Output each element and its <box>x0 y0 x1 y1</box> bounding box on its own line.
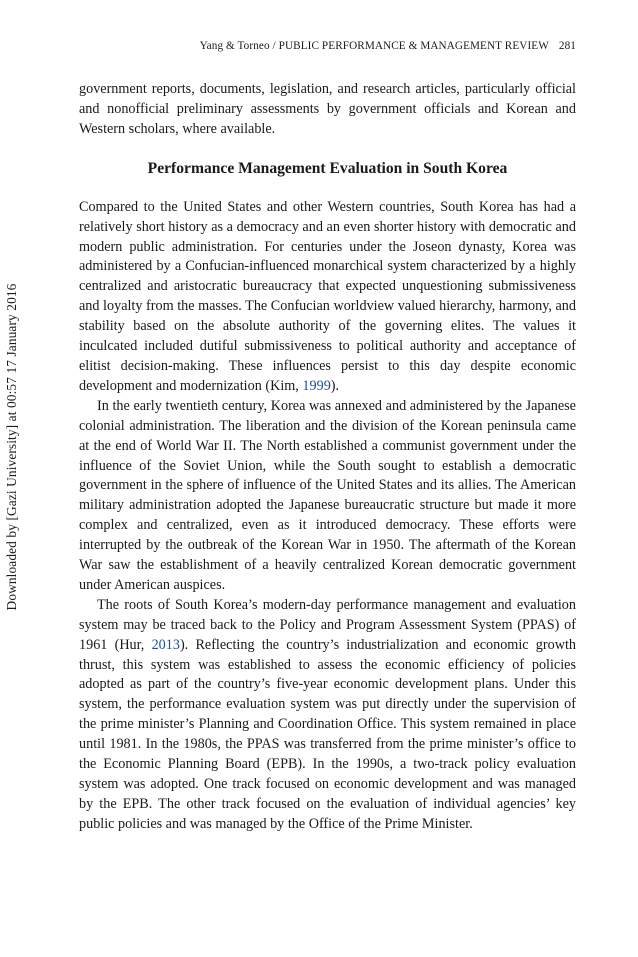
citation-link-kim-1999[interactable]: 1999 <box>302 377 331 394</box>
intro-paragraph: government reports, documents, legislation, and research articles, particularly official and nonofficial preliminary assessments by government officials and Korean and Western scholars, where available. <box>79 81 576 137</box>
running-header <box>79 40 576 52</box>
page-body <box>79 80 576 835</box>
paragraph-3-rest: ). Reflecting the country’s industrialization and economic growth thrust, this system was established to assess the economic efficiency of policies adopted as part of the country’s five-year economic development plans. Under this system, the performance evaluation system was put directly under the supervision of the prime minister’s Planning and Coordination Office. This system remained in place until 1981. In the 1980s, the PPAS was transferred from the prime minister’s office to the Economic Planning Board (EPB). In the 1990s, a two-track policy evaluation system was adopted. One track focused on economic development and was managed by the EPB. The other track focused on the evaluation of individual agencies’ key public policies and was managed by the Office of the Prime Minister. <box>79 636 576 832</box>
download-stamp-text: Downloaded by [Gazi University] at 00:57 17 January 2016 <box>4 283 19 611</box>
page-number: 281 <box>558 40 576 52</box>
paragraph-1 <box>79 198 576 397</box>
section-heading: Performance Management Evaluation in South Korea <box>147 159 508 177</box>
paragraph-3 <box>79 596 576 835</box>
paragraph-1-end: ). <box>330 377 340 394</box>
paragraph-1-text: Compared to the United States and other Western countries, South Korea has had a relatively short history as a democracy and an even shorter history with democratic and modern public administration. For centuries under the Joseon dynasty, Korea was administered by a Confucian-influenced monarchical system characterized by a highly centralized and aristocratic bureaucracy that expected unquestioning submissiveness and loyalty from the masses. The Confucian worldview valued hierarchy, harmony, and stability based on the absolute authority of the governing elites. The values it inculcated included dutiful submissiveness to political authority and acceptance of elitist decision-making. These influences persist to this day despite economic development and modernization (Kim, <box>79 198 576 394</box>
paragraph-3-start: The roots of South Korea’s modern-day performance management and evaluation system may be traced back to the Policy and Program Assessment System (PPAS) of 1961 (Hur, <box>79 596 576 653</box>
paragraph-2: In the early twentieth century, Korea was annexed and administered by the Japanese colonial administration. The liberation and the division of the Korean peninsula came at the end of World War II. The North established a communist government under the influence of the Soviet Union, while the South sought to establish a democratic government in the sphere of influence of the United States and its allies. The American military administration adopted the Japanese bureaucratic structure but made it more complex and centralized, even as it introduced democracy. These efforts were interrupted by the outbreak of the Korean War in 1950. The aftermath of the Korean War saw the establishment of a heavily centralized Korean democratic government under American auspices. <box>79 397 576 593</box>
running-title: Yang & Torneo / PUBLIC PERFORMANCE & MANAGEMENT REVIEW <box>199 40 549 52</box>
download-stamp <box>0 0 24 957</box>
citation-link-hur-2013[interactable]: 2013 <box>151 636 180 653</box>
